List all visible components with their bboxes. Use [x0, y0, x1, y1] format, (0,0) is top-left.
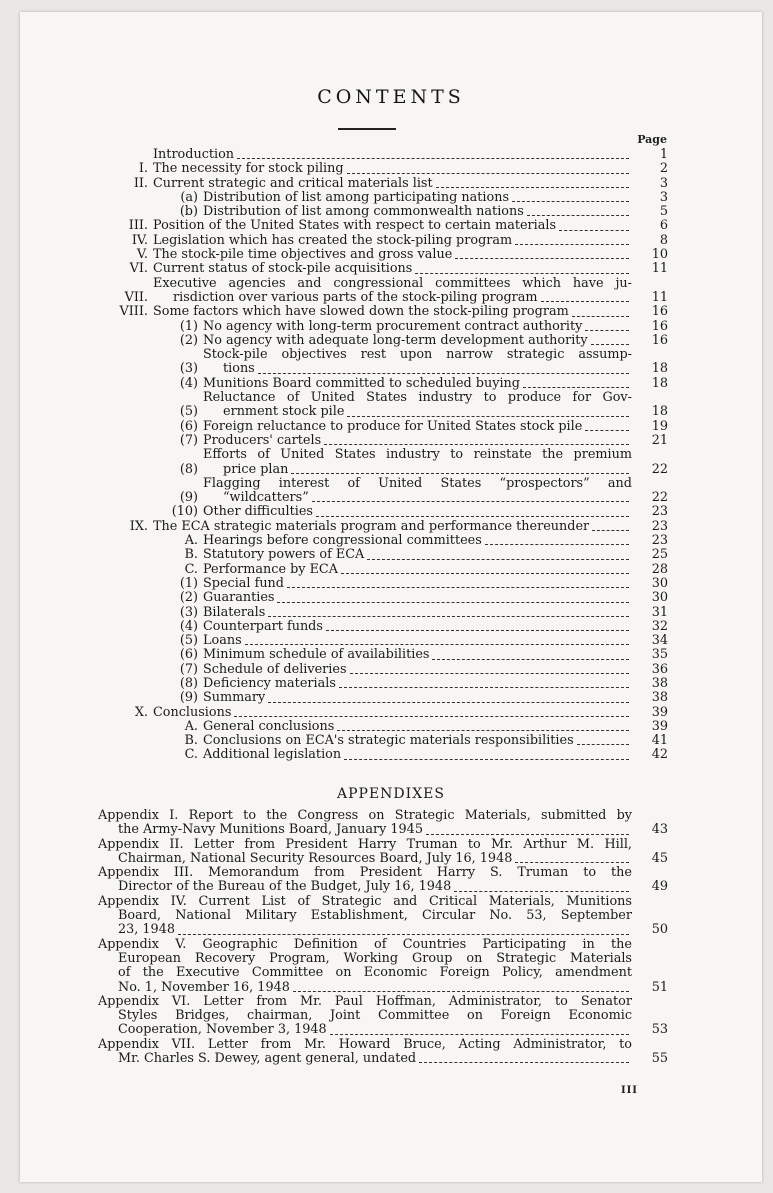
toc-entry [98, 177, 668, 191]
dot-leader [515, 861, 629, 863]
toc-page-number: 16 [651, 318, 668, 334]
toc-page-number: 39 [651, 718, 668, 734]
toc-entry-title: Position of the United States with respect to certain materials [153, 218, 557, 234]
toc-page-number: 5 [659, 204, 668, 220]
appendix-page-number: 49 [651, 879, 668, 895]
dot-leader [268, 615, 629, 617]
toc-entry-text: Flagging interest of United States “prospectors” and [203, 475, 632, 491]
dot-leader [312, 500, 629, 502]
toc-entry [98, 734, 668, 748]
dot-leader [316, 515, 629, 517]
toc-page-number: 3 [659, 175, 668, 191]
toc-entry-title: Guaranties [203, 590, 275, 606]
appendix-entry-title: Chairman, National Security Resources Board, July 16, 1948 [118, 850, 513, 866]
appendix-entry [98, 838, 668, 867]
toc-entry-title: Some factors which have slowed down the stock-piling program [153, 304, 569, 320]
toc-entry [98, 248, 668, 262]
toc-entry-number: (5) [179, 633, 198, 649]
toc-entry-number: (9) [179, 690, 198, 706]
dot-leader [426, 833, 629, 835]
toc-page-number: 18 [651, 375, 668, 391]
dot-leader [512, 200, 629, 202]
toc-page-number: 23 [651, 518, 668, 534]
toc-page-number: 42 [651, 747, 668, 763]
toc-page-number: 11 [651, 261, 668, 277]
toc-entry-title: Producers' cartels [203, 432, 322, 448]
toc-entry [98, 563, 668, 577]
toc-entry [98, 520, 668, 534]
dot-leader [324, 443, 629, 445]
toc-entry-number: A. [184, 718, 198, 734]
dot-leader [326, 629, 629, 631]
toc-entry [98, 505, 668, 519]
dot-leader [592, 529, 629, 531]
toc-entry-number: (2) [179, 332, 198, 348]
toc-entry-title: Introduction [153, 147, 235, 162]
toc-entry-title: Munitions Board committed to scheduled buying [203, 375, 520, 391]
toc-entry-text: Efforts of United States industry to reinstate the premium [203, 447, 632, 463]
toc-entry [98, 648, 668, 662]
toc-entry [98, 219, 668, 233]
dot-leader [237, 157, 629, 159]
toc-page-number: 36 [651, 661, 668, 677]
appendix-page-number: 43 [651, 822, 668, 838]
toc-page-number: 11 [651, 289, 668, 305]
toc-entry-title: Counterpart funds [203, 618, 323, 634]
appendix-entry-text: Appendix VII. Letter from Mr. Howard Bruce, Acting Administrator, to [98, 1036, 632, 1052]
toc-entry-number: X. [134, 704, 148, 720]
appendix-entry-text: Appendix I. Report to the Congress on Strategic Materials, submitted by [98, 808, 632, 823]
toc-entry [98, 448, 668, 477]
appendix-entry [98, 866, 668, 895]
toc-page-number: 30 [651, 590, 668, 606]
dot-leader [330, 1033, 629, 1035]
toc-entry-title: No agency with adequate long-term development authority [203, 332, 588, 348]
toc-entry-text: Reluctance of United States industry to produce for Gov- [203, 390, 632, 406]
toc-entry-number: (1) [179, 318, 198, 334]
toc-entry-number: (1) [179, 575, 198, 591]
dot-leader [287, 586, 629, 588]
toc-entry-number: VII. [124, 289, 148, 305]
toc-entry-number: IV. [131, 232, 148, 248]
toc-page-number: 16 [651, 332, 668, 348]
dot-leader [415, 272, 629, 274]
toc-entry-number: (5) [179, 404, 198, 420]
appendixes-heading: APPENDIXES [337, 786, 445, 802]
page-title: CONTENTS [317, 86, 465, 108]
toc-entry-number: VIII. [119, 304, 148, 320]
toc-entry-title: General conclusions [203, 718, 335, 734]
dot-leader [339, 686, 629, 688]
toc-entry-number: (a) [180, 189, 198, 205]
dot-leader [178, 933, 629, 935]
appendix-entry-text: Appendix III. Memorandum from President Harry S. Truman to the [98, 865, 632, 881]
toc-entry-number: B. [184, 733, 198, 749]
toc-page-number: 34 [651, 633, 668, 649]
toc-entry-title: Distribution of list among participating nations [203, 189, 510, 205]
toc-page-number: 38 [651, 675, 668, 691]
toc-page-number: 31 [651, 604, 668, 620]
toc-entry-title: Schedule of deliveries [203, 661, 347, 677]
toc-entry-title: Bilaterals [203, 604, 266, 620]
dot-leader [541, 300, 629, 302]
toc-entry-title: price plan [223, 461, 289, 477]
toc-page-number: 22 [651, 490, 668, 506]
toc-entry-title: The necessity for stock piling [153, 161, 344, 177]
toc-entry-number: B. [184, 547, 198, 563]
dot-leader [268, 701, 629, 703]
title-rule [338, 128, 396, 130]
toc-entry-number: (4) [179, 375, 198, 391]
toc-entry [98, 534, 668, 548]
toc-page-number: 35 [651, 647, 668, 663]
appendix-entry-text: European Recovery Program, Working Group on Strategic Materials [118, 950, 632, 966]
toc-page-number: 23 [651, 504, 668, 520]
toc-entry-number: (3) [179, 361, 198, 377]
toc-entry-title: Minimum schedule of availabilities [203, 647, 430, 663]
appendix-entry-text: Appendix II. Letter from President Harry Truman to Mr. Arthur M. Hill, [98, 836, 632, 852]
toc-entry-number: (9) [179, 490, 198, 506]
toc-entry-number: (2) [179, 590, 198, 606]
appendix-page-number: 45 [651, 850, 668, 866]
toc-entry-number: (7) [179, 432, 198, 448]
dot-leader [515, 243, 629, 245]
toc-entry-title: Performance by ECA [203, 561, 338, 577]
dot-leader [367, 558, 629, 560]
toc-entry-title: risdiction over various parts of the stock-piling program [173, 289, 538, 305]
toc-page-number: 28 [651, 561, 668, 577]
toc-entry [98, 691, 668, 705]
toc-page-number: 25 [651, 547, 668, 563]
toc-entry-title: Deficiency materials [203, 675, 336, 691]
toc-entry-number: (7) [179, 661, 198, 677]
toc-entry-title: tions [223, 361, 255, 377]
toc-page-number: 22 [651, 461, 668, 477]
dot-leader [591, 343, 629, 345]
toc-entry-number: (10) [171, 504, 198, 520]
appendix-entry-title: Cooperation, November 3, 1948 [118, 1022, 327, 1038]
toc-entry-number: A. [184, 533, 198, 549]
toc-entry-title: Distribution of list among commonwealth nations [203, 204, 524, 220]
toc-entry-title: Summary [203, 690, 266, 706]
toc-entry-number: III. [128, 218, 148, 234]
toc-entry [98, 620, 668, 634]
toc-entry-title: Conclusions on ECA's strategic materials responsibilities [203, 733, 574, 749]
toc-entry-number: IX. [129, 518, 148, 534]
appendixes-list [98, 809, 668, 1066]
dot-leader [432, 658, 629, 660]
toc-entry-number: C. [184, 561, 198, 577]
toc-entry [98, 162, 668, 176]
toc-entry [98, 277, 668, 306]
toc-entry [98, 663, 668, 677]
toc-entry-title: Conclusions [153, 704, 232, 720]
dot-leader [245, 643, 629, 645]
dot-leader [585, 429, 629, 431]
page-folio: III [620, 1085, 638, 1096]
toc-entry [98, 606, 668, 620]
toc-page-number: 2 [659, 161, 668, 177]
toc-entry [98, 748, 668, 762]
appendix-page-number: 55 [651, 1051, 668, 1067]
dot-leader [291, 472, 629, 474]
toc-page-number: 18 [651, 404, 668, 420]
toc-page-number: 23 [651, 533, 668, 549]
toc-entry-title: Legislation which has created the stock-piling program [153, 232, 513, 248]
toc-entry [98, 305, 668, 319]
appendix-entry [98, 995, 668, 1038]
dot-leader [577, 743, 629, 745]
toc-entry [98, 348, 668, 377]
toc-entry [98, 334, 668, 348]
dot-leader [337, 729, 629, 731]
dot-leader [258, 372, 629, 374]
appendix-page-number: 51 [651, 979, 668, 995]
page-column-label: Page [637, 133, 667, 146]
toc-entry-title: No agency with long-term procurement contract authority [203, 318, 583, 334]
dot-leader [585, 329, 629, 331]
toc-page-number: 3 [659, 189, 668, 205]
table-of-contents [98, 148, 668, 763]
dot-leader [341, 572, 629, 574]
toc-entry [98, 391, 668, 420]
toc-page-number: 1 [659, 147, 668, 162]
dot-leader [527, 214, 629, 216]
toc-entry-number: (8) [179, 461, 198, 477]
toc-entry-title: Hearings before congressional committees [203, 533, 482, 549]
toc-entry-number: II. [133, 175, 148, 191]
toc-page-number: 8 [659, 232, 668, 248]
toc-entry [98, 677, 668, 691]
toc-entry-number: V. [136, 247, 148, 263]
appendix-entry [98, 1038, 668, 1067]
dot-leader [277, 601, 629, 603]
appendix-page-number: 53 [651, 1022, 668, 1038]
toc-entry-title: Current strategic and critical materials list [153, 175, 433, 191]
toc-entry [98, 434, 668, 448]
toc-page-number: 41 [651, 733, 668, 749]
toc-entry-number: (8) [179, 675, 198, 691]
appendix-entry-title: No. 1, November 16, 1948 [118, 979, 290, 995]
appendix-entry [98, 809, 668, 838]
toc-entry [98, 262, 668, 276]
dot-leader [293, 990, 629, 992]
toc-entry-number: (6) [179, 647, 198, 663]
appendix-entry-title: 23, 1948 [118, 922, 175, 938]
toc-entry [98, 548, 668, 562]
toc-entry-text: Executive agencies and congressional committees which have ju- [153, 275, 632, 291]
dot-leader [234, 715, 629, 717]
toc-entry-text: Stock-pile objectives rest upon narrow strategic assump- [203, 347, 632, 363]
toc-page-number: 30 [651, 575, 668, 591]
dot-leader [455, 257, 629, 259]
toc-entry-title: Special fund [203, 575, 284, 591]
toc-entry-title: “wildcatters” [223, 490, 309, 506]
toc-entry-title: Other difficulties [203, 504, 313, 520]
document-page [20, 12, 762, 1182]
toc-page-number: 21 [651, 432, 668, 448]
toc-entry-title: Foreign reluctance to produce for United States stock pile [203, 418, 583, 434]
appendix-entry [98, 938, 668, 995]
toc-entry [98, 191, 668, 205]
dot-leader [347, 172, 629, 174]
appendix-entry-title: Mr. Charles S. Dewey, agent general, undated [118, 1051, 417, 1067]
dot-leader [347, 415, 629, 417]
toc-entry [98, 477, 668, 506]
toc-entry [98, 577, 668, 591]
appendix-entry-title: Director of the Bureau of the Budget, July 16, 1948 [118, 879, 452, 895]
appendix-entry-text: Appendix V. Geographic Definition of Countries Participating in the [98, 936, 632, 952]
toc-page-number: 32 [651, 618, 668, 634]
dot-leader [559, 229, 629, 231]
toc-entry-number: I. [138, 161, 148, 177]
toc-entry [98, 234, 668, 248]
toc-page-number: 19 [651, 418, 668, 434]
toc-entry-number: VI. [129, 261, 148, 277]
toc-entry [98, 720, 668, 734]
toc-entry-title: ernment stock pile [223, 404, 345, 420]
toc-entry-number: (b) [179, 204, 198, 220]
toc-entry-title: The ECA strategic materials program and performance thereunder [153, 518, 590, 534]
toc-page-number: 6 [659, 218, 668, 234]
toc-entry-number: (4) [179, 618, 198, 634]
toc-page-number: 38 [651, 690, 668, 706]
toc-entry-title: Additional legislation [203, 747, 342, 763]
appendix-entry [98, 895, 668, 938]
appendix-entry-text: Board, National Military Establishment, Circular No. 53, September [118, 908, 632, 924]
toc-page-number: 10 [651, 247, 668, 263]
toc-entry-title: The stock-pile time objectives and gross value [153, 247, 453, 263]
toc-entry [98, 377, 668, 391]
appendix-entry-text: of the Executive Committee on Economic Foreign Policy, amendment [118, 965, 632, 981]
dot-leader [454, 890, 629, 892]
dot-leader [523, 386, 629, 388]
toc-entry-number: C. [184, 747, 198, 763]
dot-leader [344, 758, 629, 760]
appendix-page-number: 50 [651, 922, 668, 938]
toc-entry [98, 634, 668, 648]
toc-entry-title: Statutory powers of ECA [203, 547, 365, 563]
toc-entry-title: Current status of stock-pile acquisitions [153, 261, 413, 277]
toc-entry [98, 420, 668, 434]
dot-leader [485, 543, 629, 545]
toc-entry [98, 205, 668, 219]
appendix-entry-text: Styles Bridges, chairman, Joint Committee on Foreign Economic [118, 1008, 632, 1024]
appendix-entry-text: Appendix IV. Current List of Strategic and Critical Materials, Munitions [98, 893, 632, 909]
appendix-entry-text: Appendix VI. Letter from Mr. Paul Hoffman, Administrator, to Senator [98, 993, 632, 1009]
toc-entry-number: (3) [179, 604, 198, 620]
appendix-entry-title: the Army-Navy Munitions Board, January 1945 [118, 822, 423, 838]
toc-page-number: 18 [651, 361, 668, 377]
dot-leader [572, 315, 629, 317]
toc-entry [98, 706, 668, 720]
dot-leader [436, 186, 629, 188]
toc-entry-number: (6) [179, 418, 198, 434]
toc-entry [98, 591, 668, 605]
toc-entry [98, 148, 668, 162]
toc-page-number: 16 [651, 304, 668, 320]
toc-entry [98, 320, 668, 334]
dot-leader [419, 1061, 629, 1063]
dot-leader [350, 672, 629, 674]
toc-entry-title: Loans [203, 633, 242, 649]
toc-page-number: 39 [651, 704, 668, 720]
